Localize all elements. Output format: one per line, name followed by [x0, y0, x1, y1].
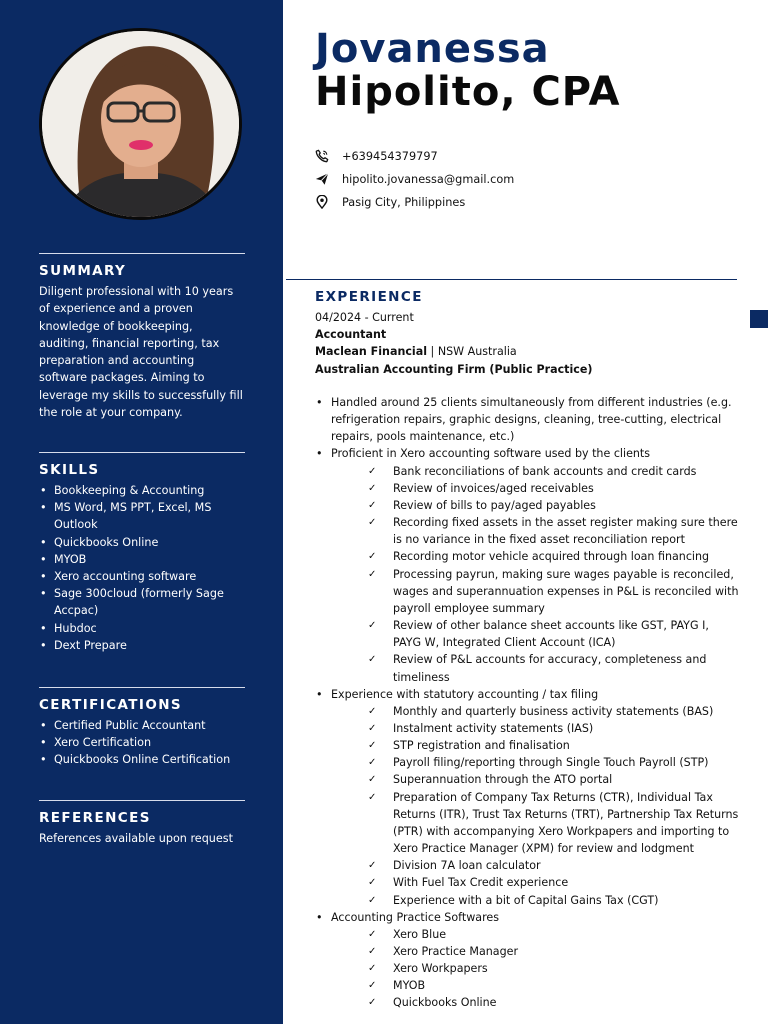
- checklist-item: ✓ Xero Workpapers: [331, 960, 740, 977]
- contact-location: [315, 194, 465, 210]
- experience-title: EXPERIENCE: [315, 289, 423, 305]
- list-item: • Quickbooks Online Certification: [39, 751, 245, 768]
- phone-icon: [315, 149, 329, 163]
- experience-bullet: [315, 394, 740, 445]
- checklist: [331, 703, 740, 909]
- list-item: • Dext Prepare: [39, 637, 245, 654]
- checklist-item: ✓ Quickbooks Online: [331, 994, 740, 1011]
- accent-square: [750, 310, 768, 328]
- location-pin-icon: [315, 195, 329, 209]
- checklist-item: ✓ Review of invoices/aged receivables: [331, 480, 740, 497]
- checklist-item: ✓ Xero Blue: [331, 926, 740, 943]
- checklist-item: ✓ Bank reconciliations of bank accounts and credit cards: [331, 463, 740, 480]
- references-text: References available upon request: [39, 832, 233, 845]
- list-item: • Xero accounting software: [39, 568, 245, 585]
- last-name: Hipolito, CPA: [315, 69, 621, 115]
- checklist-item: ✓ MYOB: [331, 977, 740, 994]
- job-company-line: [315, 343, 735, 360]
- skills-section: [39, 452, 245, 654]
- experience-bullet: [315, 686, 740, 909]
- experience-header: [315, 309, 735, 378]
- checklist-item: ✓ Review of other balance sheet accounts like GST, PAYG I, PAYG W, Integrated Client Account (ICA): [331, 617, 740, 651]
- checklist-item: ✓ Payroll filing/reporting through Single Touch Payroll (STP): [331, 754, 740, 771]
- first-name: Jovanessa: [315, 26, 550, 72]
- checklist-item: ✓ Recording motor vehicle acquired through loan financing: [331, 548, 740, 565]
- bullet-text: Experience with statutory accounting / tax filing: [331, 687, 599, 701]
- checklist-item: ✓ Review of P&L accounts for accuracy, completeness and timeliness: [331, 651, 740, 685]
- candidate-name: [315, 28, 620, 114]
- experience-bullet: [315, 445, 740, 685]
- send-icon: [315, 172, 329, 186]
- checklist-item: ✓ With Fuel Tax Credit experience: [331, 874, 740, 891]
- checklist-item: ✓ Xero Practice Manager: [331, 943, 740, 960]
- bullet-text: Proficient in Xero accounting software used by the clients: [331, 447, 651, 461]
- checklist-item: ✓ Instalment activity statements (IAS): [331, 720, 740, 737]
- checklist-item: ✓ Division 7A loan calculator: [331, 857, 740, 874]
- summary-section: [39, 253, 245, 421]
- checklist: [331, 926, 740, 1012]
- job-company: Maclean Financial: [315, 345, 428, 359]
- list-item: • MYOB: [39, 551, 245, 568]
- checklist-item: ✓ Review of bills to pay/aged payables: [331, 497, 740, 514]
- list-item: • MS Word, MS PPT, Excel, MS Outlook: [39, 499, 245, 533]
- location-text: Pasig City, Philippines: [342, 195, 466, 209]
- checklist-item: ✓ Preparation of Company Tax Returns (CTR), Individual Tax Returns (ITR), Trust Tax Returns (TRT), Partnership Tax Returns (PTR) with accompanying Xero Workpapers and importing to Xero Practice Manager (XPM) for review and lodgment: [331, 789, 740, 858]
- phone-number[interactable]: +639454379797: [342, 149, 438, 163]
- job-dates: 04/2024 - Current: [315, 311, 414, 324]
- firm-type: Australian Accounting Firm (Public Practice): [315, 362, 593, 376]
- list-item: • Sage 300cloud (formerly Sage Accpac): [39, 585, 245, 619]
- company-separator: |: [427, 345, 438, 359]
- checklist-item: ✓ Experience with a bit of Capital Gains Tax (CGT): [331, 892, 740, 909]
- references-section: [39, 800, 245, 847]
- skills-title: SKILLS: [39, 462, 100, 478]
- summary-text: Diligent professional with 10 years of experience and a proven knowledge of bookkeeping, auditing, financial reporting, tax preparation and accounting software packages. Aiming to leverage my skills to successfully fill the role at your company.: [39, 285, 243, 420]
- checklist-item: ✓ Recording fixed assets in the asset register making sure there is no variance in the fixed asset reconciliation report: [331, 514, 740, 548]
- checklist-item: ✓ Superannuation through the ATO portal: [331, 771, 740, 788]
- checklist-item: ✓ Processing payrun, making sure wages payable is reconciled, wages and superannuation expenses in P&L is reconciled with payroll employee summary: [331, 566, 740, 617]
- list-item: • Bookkeeping & Accounting: [39, 482, 245, 499]
- list-item: • Quickbooks Online: [39, 534, 245, 551]
- bullet-text: Handled around 25 clients simultaneously from different industries (e.g. refrigeration repairs, graphic designs, cleaning, tree-cutting, electrical repairs, pools maintenance, etc.): [331, 396, 732, 444]
- skills-list: [39, 482, 245, 654]
- summary-title: SUMMARY: [39, 263, 127, 279]
- checklist-item: ✓ Monthly and quarterly business activity statements (BAS): [331, 703, 740, 720]
- list-item: • Certified Public Accountant: [39, 717, 245, 734]
- certifications-list: [39, 717, 245, 769]
- experience-bullets: [315, 394, 740, 1012]
- profile-photo: [39, 28, 242, 220]
- list-item: • Xero Certification: [39, 734, 245, 751]
- job-location: NSW Australia: [437, 345, 517, 359]
- section-divider: [286, 279, 737, 280]
- contact-email: [315, 171, 514, 187]
- email-address[interactable]: hipolito.jovanessa@gmail.com: [342, 172, 515, 186]
- sidebar: [0, 0, 283, 1024]
- checklist-item: ✓ STP registration and finalisation: [331, 737, 740, 754]
- job-role: Accountant: [315, 328, 387, 342]
- portrait-image: [42, 31, 239, 217]
- references-title: REFERENCES: [39, 810, 151, 826]
- bullet-text: Accounting Practice Softwares: [331, 910, 499, 924]
- certifications-section: [39, 687, 245, 769]
- experience-bullet: [315, 909, 740, 1012]
- contact-phone: [315, 148, 438, 164]
- certifications-title: CERTIFICATIONS: [39, 697, 183, 713]
- checklist: [331, 463, 740, 686]
- list-item: • Hubdoc: [39, 620, 245, 637]
